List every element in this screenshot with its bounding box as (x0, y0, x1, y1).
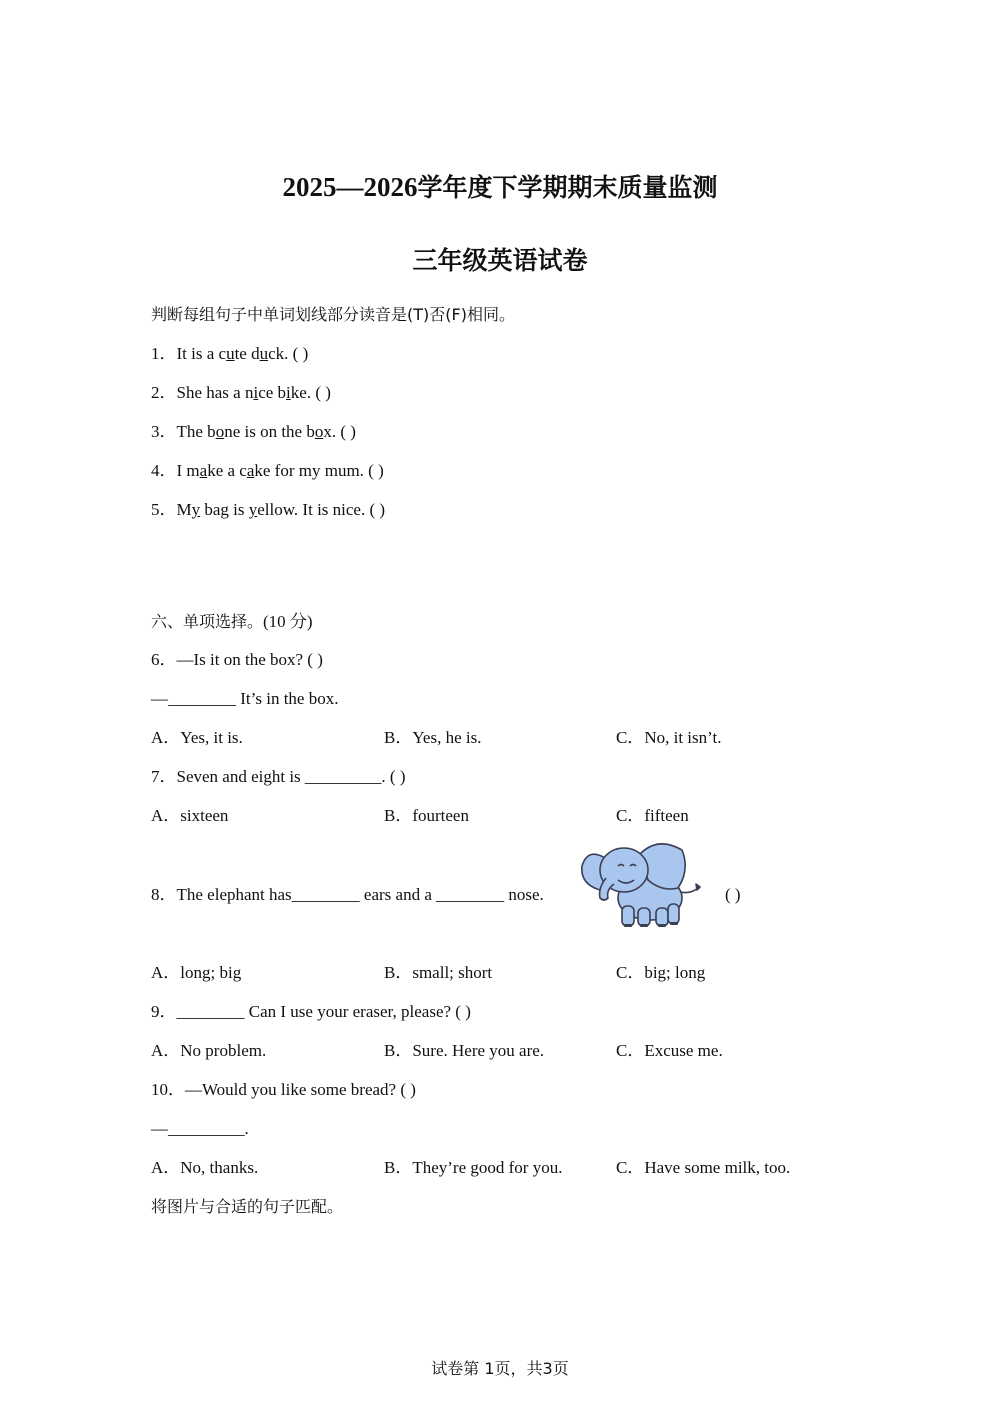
elephant-illustration (578, 840, 706, 932)
q8-option-c: C．big; long (616, 963, 706, 982)
q7-option-b: B．fourteen (384, 806, 469, 825)
question-2: 2．She has a nice bike. ( ) (151, 383, 331, 402)
question-8-answer-bracket: ( ) (725, 885, 741, 904)
question-3: 3．The bone is on the box. ( ) (151, 422, 356, 441)
page-footer: 试卷第 1页，共3页 (431, 1359, 569, 1378)
question-9-stem: 9．________ Can I use your eraser, please? ( ) (151, 1002, 471, 1021)
q7-option-c: C．fifteen (616, 806, 689, 825)
q8-option-a: A．long; big (151, 963, 242, 982)
question-5: 5．My bag is yellow. It is nice. ( ) (151, 500, 386, 519)
question-4: 4．I make a cake for my mum. ( ) (151, 461, 384, 480)
section6-heading: 六、单项选择。(10 分) (151, 612, 313, 631)
exam-title-line1 (0, 168, 1000, 204)
title-text: 学年度下学期期末质量监测 (417, 173, 718, 202)
title-year: 2025—2026 (282, 172, 418, 202)
section7-instruction: 将图片与合适的句子匹配。 (151, 1197, 344, 1216)
exam-title-line2: 三年级英语试卷 (412, 246, 588, 275)
q10-option-b: B．They’re good for you. (384, 1158, 563, 1177)
q8-option-b: B．small; short (384, 963, 493, 982)
question-6-stem: 6．—Is it on the box? ( ) (151, 650, 323, 669)
q10-option-c: C．Have some milk, too. (616, 1158, 791, 1177)
q9-option-a: A．No problem. (151, 1041, 267, 1060)
q7-option-a: A．sixteen (151, 806, 229, 825)
question-10-answer-line: —_________. (151, 1119, 249, 1138)
q9-option-c: C．Excuse me. (616, 1041, 723, 1060)
section5-instruction: 判断每组句子中单词划线部分读音是(T)否(F)相同。 (151, 305, 515, 324)
q6-option-b: B．Yes, he is. (384, 728, 482, 747)
question-8-stem: 8．The elephant has________ ears and a ________ nose. (151, 885, 544, 904)
q6-option-c: C．No, it isn’t. (616, 728, 722, 747)
question-6-answer-line: —________ It’s in the box. (151, 689, 339, 708)
question-7-stem: 7．Seven and eight is _________. ( ) (151, 767, 406, 786)
q9-option-b: B．Sure. Here you are. (384, 1041, 545, 1060)
q6-option-a: A．Yes, it is. (151, 728, 243, 747)
question-10-stem: 10．—Would you like some bread? ( ) (151, 1080, 416, 1099)
q10-option-a: A．No, thanks. (151, 1158, 259, 1177)
question-1: 1．It is a cute duck. ( ) (151, 344, 309, 363)
